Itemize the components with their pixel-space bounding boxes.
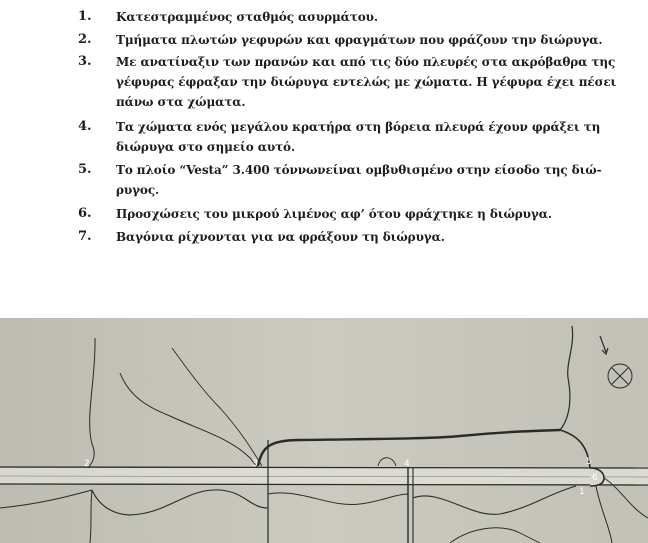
legend-line: Τμήματα πλωτών γεφυρών και φραγμάτων που φράζουν την διώρυγα. [116, 33, 603, 47]
map-mark-6: 6 [592, 473, 598, 483]
map-mark-4: 4 [404, 459, 410, 469]
legend-line: γέφυρας έφραξαν την διώρυγα εντελώς με χώματα. Η γέφυρα έχει πέσει [116, 75, 617, 89]
legend-line: Το πλοίο “Vesta” 3.400 τόννωνείναι ομβυθισμένο στην είσοδο της διώ- [116, 163, 602, 177]
canal-sketch-map [0, 318, 648, 543]
legend-line: ρυγος. [116, 183, 160, 197]
legend-number: 5. [78, 162, 92, 177]
legend-text [116, 117, 646, 157]
legend-line: Προσχώσεις του μικρού λιμένος αφ’ ότου φράχτηκε η διώρυγα. [116, 207, 552, 221]
legend-text [116, 30, 646, 50]
map-mark-5: 5 [586, 457, 592, 467]
legend-line: Τα χώματα ενός μεγάλου κρατήρα στη βόρεια πλευρά έχουν φράξει τη [116, 120, 601, 134]
legend-line: διώρυγα στο σημείο αυτό. [116, 140, 296, 154]
map-drawing [0, 318, 648, 543]
legend-number: 6. [78, 206, 92, 221]
legend-number: 2. [78, 32, 92, 47]
map-mark-2: 2 [84, 459, 90, 469]
legend-text [116, 227, 646, 247]
legend-line: Βαγόνια ρίχνονται για να φράξουν τη διώρυγα. [116, 230, 445, 244]
legend-text [116, 160, 646, 200]
legend-number: 4. [78, 119, 92, 134]
legend-number: 3. [78, 54, 92, 69]
legend-text [116, 204, 646, 224]
legend-line: πάνω στα χώματα. [116, 95, 246, 109]
legend-number: 7. [78, 229, 92, 244]
map-mark-1: 1 [579, 487, 585, 497]
legend-text [116, 7, 646, 27]
legend-text [116, 52, 646, 112]
legend-line: Με ανατίναξιν των πρανών και από τις δύο πλευρές στα ακρόβαθρα της [116, 55, 616, 69]
legend-number: 1. [78, 9, 92, 24]
map-mark-3: 3 [252, 459, 258, 469]
legend-line: Κατεστραμμένος σταθμός ασυρμάτου. [116, 10, 378, 24]
